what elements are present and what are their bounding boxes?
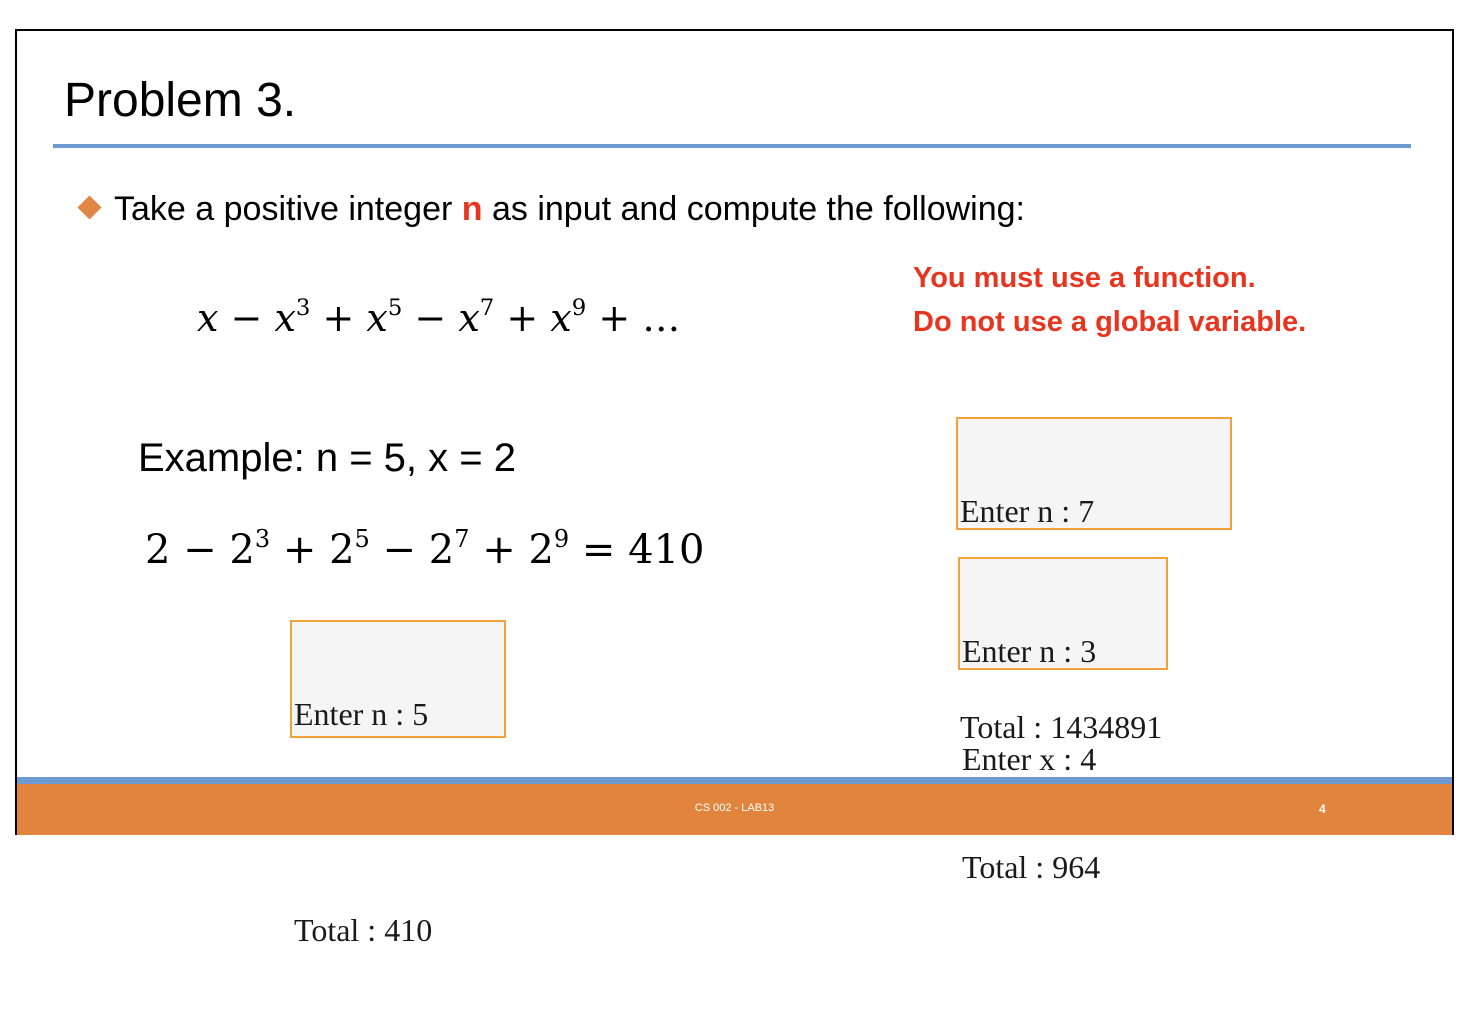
eq-exponent: 9 — [553, 525, 570, 553]
eq-result: = 410 — [569, 527, 705, 573]
series-term-x: x — [197, 296, 219, 340]
eq-base: 2 — [229, 527, 255, 573]
eq-op: − — [170, 527, 230, 573]
console-line: Total : 410 — [294, 912, 433, 948]
title-divider — [53, 144, 1411, 148]
diamond-bullet-icon — [77, 195, 101, 219]
series-exponent: 3 — [295, 295, 311, 321]
example-label: Example: n = 5, x = 2 — [138, 436, 516, 480]
eq-op: + — [270, 527, 330, 573]
series-term-x: x — [550, 296, 572, 340]
console-line: Enter n : 7 — [960, 493, 1095, 529]
eq-base: 2 — [528, 527, 554, 573]
console-line: Total : 1434891 — [960, 709, 1163, 745]
eq-op: + — [469, 527, 529, 573]
eq-base: 2 — [145, 527, 171, 573]
eq-base: 2 — [428, 527, 455, 573]
slide-title: Problem 3. — [64, 74, 297, 127]
eq-op: − — [369, 527, 429, 573]
series-formula — [197, 293, 680, 343]
bullet-highlight-n: n — [461, 190, 483, 228]
series-term-x: x — [458, 296, 480, 340]
eq-exponent: 5 — [354, 525, 370, 553]
console-line: Total : 964 — [962, 849, 1101, 885]
example-equation — [145, 525, 705, 575]
warning-note — [913, 256, 1306, 344]
console-line: Enter n : 3 — [962, 633, 1097, 669]
warning-line-1: You must use a function. — [913, 262, 1256, 294]
eq-base: 2 — [329, 527, 355, 573]
slide-footer — [17, 784, 1452, 835]
slide — [15, 29, 1454, 948]
bullet-text-after: as input and compute the following: — [482, 190, 1026, 228]
series-op: + — [494, 296, 551, 340]
console-output-example — [290, 620, 506, 948]
console-line: Enter n : 5 — [294, 696, 429, 732]
eq-exponent: 3 — [254, 525, 271, 553]
series-op: − — [218, 296, 275, 340]
series-op: − — [402, 296, 459, 340]
series-term-x: x — [274, 296, 296, 340]
footer-divider — [17, 777, 1452, 784]
series-exponent: 5 — [387, 295, 403, 321]
series-term-x: x — [366, 296, 388, 340]
footer-label: CS 002 - LAB13 — [694, 802, 775, 814]
warning-line-2: Do not use a global variable. — [913, 306, 1307, 338]
series-exponent: 9 — [571, 295, 587, 321]
eq-exponent: 7 — [454, 525, 470, 553]
series-ellipsis: … — [642, 296, 681, 340]
page-number: 4 — [1319, 802, 1326, 816]
bullet-text-before: Take a positive integer — [114, 190, 462, 228]
series-op: + — [310, 296, 367, 340]
console-line: Enter x : 4 — [962, 741, 1097, 777]
bullet-item — [79, 187, 1025, 231]
series-op: + — [586, 296, 643, 340]
series-exponent: 7 — [479, 295, 495, 321]
